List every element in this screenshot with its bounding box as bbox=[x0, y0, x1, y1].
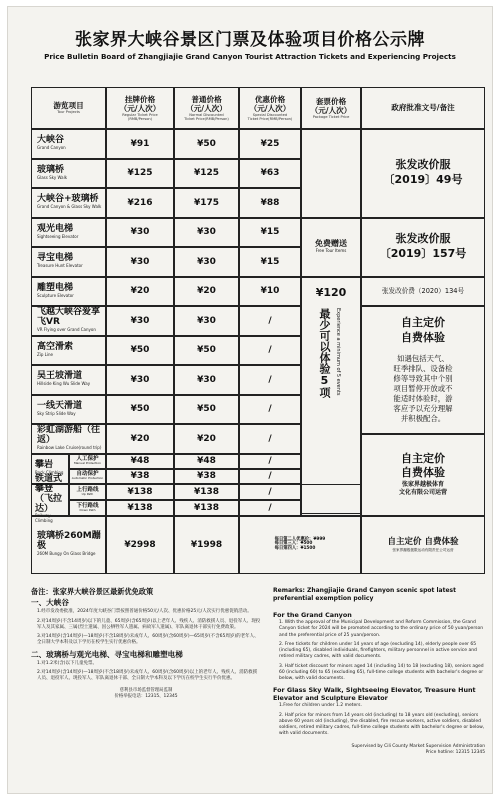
row-pref-price: ¥15 bbox=[239, 247, 301, 277]
bungy-name bbox=[31, 513, 106, 575]
row-listed-price: ¥50 bbox=[106, 336, 174, 366]
climb-sub-pref: / bbox=[239, 469, 301, 484]
notes-cn-heading-2: 二、玻璃桥与观光电梯、寻宝电梯和雕塑电梯 bbox=[31, 649, 183, 659]
row-normal-price: ¥50 bbox=[174, 336, 239, 366]
row-name-en: Hillside King Wu Slide Way bbox=[37, 381, 91, 387]
row-name-en: Rainbow Lake Cruise(round trip) bbox=[37, 445, 102, 451]
rail-sub-pref: / bbox=[239, 484, 301, 500]
package-vertical-en: Experience a minimum of 5 events bbox=[335, 307, 341, 395]
rail-sub-normal: ¥138 bbox=[174, 500, 239, 516]
bungy-name-zh: 玻璃桥260M蹦极 bbox=[37, 531, 101, 552]
row-listed-price: ¥30 bbox=[106, 365, 174, 395]
row-normal-price: ¥175 bbox=[174, 188, 239, 218]
row-name bbox=[31, 188, 106, 218]
row-name-en: Glass Sky Walk bbox=[37, 174, 68, 180]
climb-sub-zh: 人工保护 bbox=[76, 456, 99, 463]
header-package-en: Package Ticket Price bbox=[312, 114, 350, 119]
row-listed-price: ¥91 bbox=[106, 129, 174, 159]
row-normal-price: ¥50 bbox=[174, 395, 239, 425]
price-bulletin-board bbox=[7, 6, 493, 794]
row-normal-price: ¥30 bbox=[174, 218, 239, 248]
row-pref-price: ¥63 bbox=[239, 159, 301, 189]
gov-approval-1 bbox=[361, 129, 485, 218]
row-name-zh: 观光电梯 bbox=[37, 223, 74, 234]
climb-sub-name bbox=[69, 469, 106, 484]
row-name bbox=[31, 159, 106, 189]
row-normal-price: ¥30 bbox=[174, 247, 239, 277]
climb-sub-en: Automatic Protection bbox=[71, 476, 104, 481]
climb-sub-listed: ¥48 bbox=[106, 454, 174, 469]
rail-sub-name bbox=[69, 500, 106, 516]
board-title: 张家界大峡谷景区门票及体验项目价格公示牌 bbox=[75, 30, 425, 50]
row-pref-price: / bbox=[239, 336, 301, 366]
notes-en-p2: 2. Free tickets for children under 14 years of age (excluding 14), elderly people over 65 (including 65), disabled individuals, firefighters, military personnel in active service and retired military cadres, with valid documents. bbox=[279, 641, 477, 660]
row-normal-price: ¥20 bbox=[174, 277, 239, 307]
climb-sub-listed: ¥38 bbox=[106, 469, 174, 484]
row-name-zh: 高空滑索 bbox=[37, 341, 74, 352]
row-pref-price: / bbox=[239, 365, 301, 395]
notes-cn-p3: 3.对14周岁(含14周岁)—18周岁(不含18周岁)未成年人、60周岁(含60周岁)—65周岁(不含65周岁)的老年人、全日制大学本科及以下学历在校学生实行优惠价格。 bbox=[37, 634, 259, 646]
package-free-en: Free Tour Items bbox=[315, 248, 347, 254]
climb-name-en: Rock Climbing bbox=[35, 470, 64, 476]
package-vertical-zh: 最少可以体验5项 bbox=[318, 307, 331, 398]
row-name bbox=[31, 277, 106, 307]
rail-sub-zh: 上行路线 bbox=[76, 486, 99, 493]
bungy-preferential-note bbox=[239, 516, 361, 575]
rail-sub-en: Down Path bbox=[79, 507, 96, 512]
climb-name-zh: 攀岩 bbox=[35, 460, 54, 471]
notes-en-heading-2: For Glass Sky Walk, Sightseeing Elevator, Treasure Hunt Elevator and Sculpture Elevator bbox=[273, 685, 476, 702]
row-name-zh: 吴王坡滑道 bbox=[37, 371, 83, 382]
gov-self-pricing-2-text: 张家界越极体育 文化有限公司运营 bbox=[398, 481, 447, 497]
climb-sub-normal: ¥38 bbox=[174, 469, 239, 484]
notes-en-p3: 3. Half ticket discount for minors aged 14 (including 14) to 18 (excluding 18), seniors aged 60 (including 60) to 65 (excluding 65), full-time college students with bachelor's degree or below, with valid documents. bbox=[279, 663, 484, 682]
row-name-zh: 彩虹湖游船（往返） bbox=[37, 425, 101, 446]
bungy-pref-text: 每日第二人优惠价：¥999 每日第三人：¥500 每日第四人：¥1500 bbox=[274, 536, 326, 552]
gov-self-pricing-2 bbox=[361, 434, 485, 516]
notes-cn-p4: 1.对1.2米(含)以下儿童免票。 bbox=[37, 660, 97, 666]
gov-self-pricing-1-title: 自主定价 自费体验 bbox=[401, 315, 445, 344]
row-listed-price: ¥30 bbox=[106, 306, 174, 336]
rail-sub-listed: ¥138 bbox=[106, 500, 174, 516]
row-pref-price: / bbox=[239, 306, 301, 336]
header-package bbox=[301, 87, 361, 129]
row-name-zh: 大峡谷+玻璃桥 bbox=[37, 194, 99, 205]
bungy-name-en: 260M Bungy On Glass Bridge bbox=[37, 551, 96, 557]
rail-sub-normal: ¥138 bbox=[174, 484, 239, 500]
row-name bbox=[31, 247, 106, 277]
header-normal-en: Normal Discounted Ticket Price(RMB/Person) bbox=[184, 112, 229, 122]
notes-en-p5: 2. Half price for minors from 14 years old (including) to 18 years old (excluding), seniors above 60 years old (including), the disabled, fire rescue workers, active soldiers, disabled soldiers, retired military cadres, full-time college students with bachelor's degree or below, with valid documents. bbox=[279, 712, 485, 737]
row-name-en: Sightseeing Elevator bbox=[37, 233, 79, 239]
row-name bbox=[31, 365, 106, 395]
package-vertical-text bbox=[316, 308, 341, 398]
header-gov-zh: 政府批准文号/备注 bbox=[391, 103, 455, 113]
notes-cn-p2: 2.对14周岁(不含14周岁)以下的儿童、65周岁(含65周岁)以上老年人、残疾人、消防救援人员、退役军人、现役军人及其家属、三属(烈士遗属、因公牺牲军人遗属、病故军人遗属)、军队离退休干部实行免费政策。 bbox=[37, 618, 261, 630]
header-project-zh: 游览项目 bbox=[53, 101, 84, 111]
header-project-en: Tour Projects bbox=[57, 110, 80, 115]
package-price: ¥120 bbox=[315, 285, 347, 299]
row-normal-price: ¥30 bbox=[174, 306, 239, 336]
notes-cn-p5: 2.对14周岁(含14周岁)—18周岁(不含18周岁)未成年人、60周岁(含60周岁)以上的老年人、残疾人、消防救援人员、退役军人、现役军人、军队离退休干部、全日制大学本科及以下学历在校学生实行半价优惠。 bbox=[37, 669, 258, 682]
row-name-zh: 玻璃桥 bbox=[37, 164, 65, 175]
row-name-zh: 一线天滑道 bbox=[37, 400, 83, 411]
package-free-items bbox=[301, 218, 361, 277]
row-name-zh: 大峡谷 bbox=[37, 135, 65, 146]
rail-sub-name bbox=[69, 484, 106, 500]
row-normal-price: ¥50 bbox=[174, 129, 239, 159]
row-listed-price: ¥216 bbox=[106, 188, 174, 218]
package-price-block bbox=[301, 277, 361, 514]
bungy-listed-price: ¥2998 bbox=[106, 516, 174, 575]
climb-sub-normal: ¥48 bbox=[174, 454, 239, 469]
row-listed-price: ¥30 bbox=[106, 247, 174, 277]
notes-cn-p1: 1.经市发改委批准，2024年度大峡谷门票按照普通价格50元/人次、优惠价格25元/人次实行优惠促销活动。 bbox=[37, 609, 252, 615]
gov-self-pricing-1-text: 如遇包括天气、 旺季排队、设备检 修等导致其中个别 项目暂停开放或不 能适时体验时，游 客应予以充分理解 并积极配合。 bbox=[393, 353, 453, 423]
gov-self-pricing-3-text: 张家界蹦极极限运动有限责任公司运营 bbox=[392, 547, 454, 552]
row-normal-price: ¥30 bbox=[174, 365, 239, 395]
header-project bbox=[31, 87, 106, 129]
notes-en-p1: 1. With the approval of the Municipal Development and Reform Commission, the Grand Canyon ticket for 2024 will be promoted according to the ordinary price of 50 yuan/person and the preferential price of 25 yuan/person. bbox=[279, 619, 484, 638]
row-name-en: VR Flying over Grand Canyon bbox=[37, 327, 96, 333]
row-normal-price: ¥20 bbox=[174, 424, 239, 454]
row-pref-price: / bbox=[239, 395, 301, 425]
header-normal-zh: 普通价格 （元/人次） bbox=[186, 94, 227, 113]
header-package-zh: 套票价格 （元/人次） bbox=[310, 96, 352, 115]
rail-name-en: Railway Climbing bbox=[35, 513, 53, 524]
row-listed-price: ¥125 bbox=[106, 159, 174, 189]
gov-self-pricing-3-title: 自主定价 自费体验 bbox=[387, 536, 459, 547]
header-preferential bbox=[239, 87, 301, 129]
gov-approval-3 bbox=[361, 277, 485, 307]
price-table bbox=[31, 87, 485, 574]
bungy-normal-price: ¥1998 bbox=[174, 516, 239, 575]
notes-chinese bbox=[31, 587, 261, 700]
row-name-zh: 寻宝电梯 bbox=[37, 253, 74, 264]
notes-cn-heading-1: 一、大峡谷 bbox=[31, 598, 69, 608]
row-name-en: Sculpture Elevator bbox=[37, 292, 74, 298]
package-empty-1 bbox=[301, 129, 361, 218]
gov-approval-2 bbox=[361, 218, 485, 277]
rail-sub-zh: 下行路线 bbox=[76, 502, 99, 509]
notes-en-signature: Supervised by Cili County Market Supervision Administration Price hotline: 12315 12345 bbox=[351, 743, 485, 755]
rail-sub-pref: / bbox=[239, 500, 301, 516]
row-name bbox=[31, 395, 106, 425]
row-name-zh: 雕塑电梯 bbox=[37, 282, 74, 293]
rail-name-zh: 铁道式攀登 （飞拉达） bbox=[35, 473, 63, 514]
climb-sub-zh: 自动保护 bbox=[76, 471, 99, 478]
gov-self-pricing-1 bbox=[361, 306, 485, 434]
header-listed-en: Regular Ticket Price (RMB/Person) bbox=[122, 112, 158, 122]
package-empty-2 bbox=[301, 484, 361, 516]
row-name-en: Treasure Hunt Elevator bbox=[37, 263, 83, 269]
gov-approval-1-text: 张发改价服 〔2019〕49号 bbox=[383, 158, 463, 187]
header-listed bbox=[106, 87, 174, 129]
header-listed-zh: 挂牌价格 （元/人次） bbox=[119, 94, 161, 113]
row-name-en: Zip Line bbox=[37, 351, 53, 357]
row-name-en: Grand Canyon & Glass Sky Walk bbox=[37, 204, 102, 210]
header-gov bbox=[361, 87, 485, 129]
climb-sub-pref: / bbox=[239, 454, 301, 469]
notes-en-title: Remarks: Zhangjiajie Grand Canyon scenic spot latest preferential exemption policy bbox=[273, 587, 456, 602]
header-preferential-zh: 优惠价格 （元/人次） bbox=[249, 94, 291, 113]
gov-approval-3-text: 张发改价费（2020）134号 bbox=[381, 286, 465, 295]
climb-sub-name bbox=[69, 454, 106, 469]
row-pref-price: / bbox=[239, 424, 301, 454]
row-pref-price: ¥25 bbox=[239, 129, 301, 159]
row-name bbox=[31, 424, 106, 454]
row-name bbox=[31, 336, 106, 366]
notes-english bbox=[273, 587, 485, 756]
notes-en-heading-1: For the Grand Canyon bbox=[273, 610, 352, 619]
row-pref-price: ¥15 bbox=[239, 218, 301, 248]
notes-en-p4: 1.Free for children under 1.2 meters. bbox=[279, 703, 362, 709]
row-name-zh: 飞越大峡谷爱享飞VR bbox=[37, 307, 101, 328]
row-name-en: Grand Canyon bbox=[37, 145, 66, 151]
row-listed-price: ¥20 bbox=[106, 424, 174, 454]
header-preferential-en: Special Discounted Ticket Price(RMB/Person) bbox=[247, 112, 293, 122]
climb-sub-en: Manual Protection bbox=[73, 461, 102, 466]
rail-sub-listed: ¥138 bbox=[106, 484, 174, 500]
package-free-zh: 免费赠送 bbox=[315, 239, 347, 249]
row-name-en: Sky Strip Slide Way bbox=[37, 410, 76, 416]
row-normal-price: ¥125 bbox=[174, 159, 239, 189]
row-pref-price: ¥88 bbox=[239, 188, 301, 218]
row-name bbox=[31, 218, 106, 248]
row-pref-price: ¥10 bbox=[239, 277, 301, 307]
row-listed-price: ¥20 bbox=[106, 277, 174, 307]
row-listed-price: ¥50 bbox=[106, 395, 174, 425]
board-subtitle: Price Bulletin Board of Zhangjiajie Grand Canyon Tourist Attraction Tickets and Experiencing Projects bbox=[44, 52, 456, 61]
gov-self-pricing-2-title: 自主定价 自费体验 bbox=[401, 451, 445, 480]
notes-cn-signature: 慈利县市场监督管理局监制 价格举报电话：12315、12345 bbox=[114, 688, 178, 700]
row-name bbox=[31, 129, 106, 159]
header-normal bbox=[174, 87, 239, 129]
row-name bbox=[31, 306, 106, 336]
notes-section bbox=[31, 587, 485, 787]
gov-approval-2-text: 张发改价服 〔2019〕157号 bbox=[379, 232, 467, 260]
rail-sub-en: Up Path bbox=[81, 491, 94, 496]
row-listed-price: ¥30 bbox=[106, 218, 174, 248]
gov-self-pricing-3 bbox=[361, 516, 485, 575]
notes-cn-title: 备注：张家界大峡谷景区最新优免政策 bbox=[31, 587, 154, 596]
